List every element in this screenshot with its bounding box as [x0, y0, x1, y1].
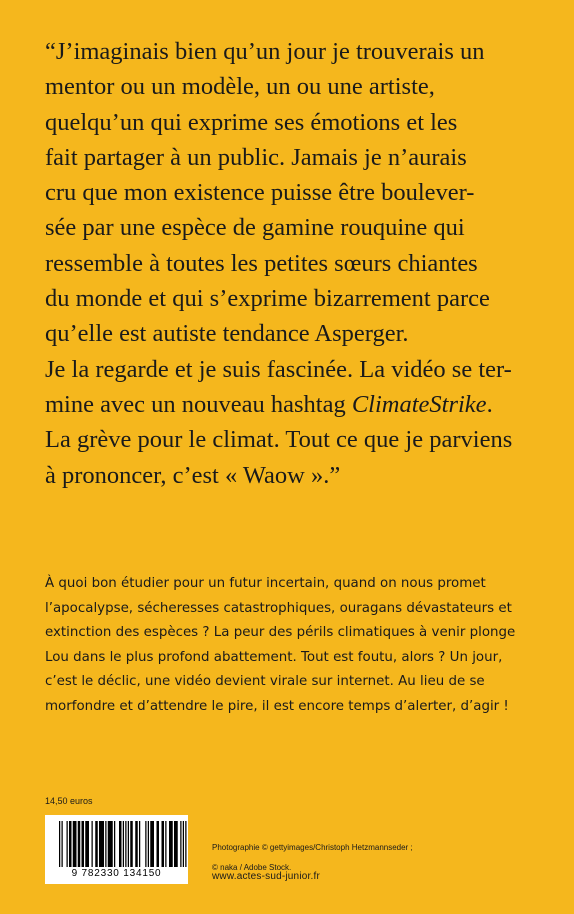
quote-line: du monde et qui s’exprime bizarrement parce — [45, 285, 490, 313]
quote-line: ressemble à toutes les petites sœurs chiantes — [45, 249, 478, 277]
barcode-bar — [119, 821, 122, 867]
barcode-bar — [180, 821, 181, 867]
quote-line: “J’imaginais bien qu’un jour je trouverais un — [45, 38, 485, 65]
barcode-bar — [139, 821, 140, 867]
barcode-bar — [108, 821, 113, 867]
blurb-line: extinction des espèces ? La peur des périls climatiques à venir plonge — [45, 625, 516, 641]
barcode-bar — [183, 821, 184, 867]
barcode-bar — [157, 821, 160, 867]
credits-line-1: Photographie © gettyimages/Christoph Hetzmannseder ; — [212, 843, 413, 852]
blurb-line: morfondre et d’attendre le pire, il est encore temps d’alerter, d’agir ! — [45, 698, 509, 714]
barcode-bar — [85, 821, 89, 867]
isbn-barcode — [45, 815, 188, 884]
quote-line: fait partager à un public. Jamais je n’aurais — [45, 143, 467, 171]
quote-line: cru que mon existence puisse être boulever- — [45, 179, 475, 207]
barcode-bar — [148, 821, 149, 867]
price-label: 14,50 euros — [45, 796, 93, 806]
barcode-bars — [45, 815, 188, 871]
quote-line: Je la regarde et je suis fascinée. La vidéo se ter- — [45, 355, 512, 383]
barcode-bar — [169, 821, 173, 867]
hashtag-italic: ClimateStrike — [351, 390, 487, 418]
quote-line: mentor ou un modèle, un ou une artiste, — [45, 73, 435, 101]
barcode-bar — [62, 821, 63, 867]
blurb-line: À quoi bon étudier pour un futur incertain, quand on nous promet — [45, 576, 486, 591]
barcode-bar — [82, 821, 85, 867]
barcode-bar — [92, 821, 93, 867]
barcode-bar — [78, 821, 81, 867]
barcode-bar — [123, 821, 124, 867]
barcode-bar — [130, 821, 133, 867]
quote-line-hashtag — [45, 387, 545, 422]
back-cover-quote — [45, 34, 545, 493]
barcode-bar — [174, 821, 178, 867]
quote-line: qu’elle est autiste tendance Asperger. — [45, 320, 409, 348]
quote-line: à prononcer, c’est « Waow ».” — [45, 461, 341, 489]
publisher-website: www.actes-sud-junior.fr — [212, 871, 320, 882]
barcode-bar — [150, 821, 154, 867]
synopsis-blurb — [45, 572, 545, 720]
blurb-line: Lou dans le plus profond abattement. Tout est foutu, alors ? Un jour, — [45, 649, 503, 665]
credits-line-2: © naka / Adobe Stock. — [212, 863, 292, 872]
barcode-bar — [69, 821, 72, 867]
barcode-bar — [105, 821, 106, 867]
barcode-bar — [185, 821, 186, 867]
blurb-line: l’apocalypse, sécheresses catastrophiques, ouragans dévastateurs et — [45, 600, 512, 616]
barcode-bar — [135, 821, 138, 867]
quote-text: . — [486, 390, 493, 418]
quote-line: quelqu’un qui exprime ses émotions et les — [45, 108, 458, 136]
barcode-bar — [165, 821, 166, 867]
barcode-bar — [125, 821, 126, 867]
barcode-bar — [145, 821, 146, 867]
barcode-bar — [59, 821, 60, 867]
barcode-bar — [162, 821, 165, 867]
barcode-bar — [95, 821, 98, 867]
quote-line: La grève pour le climat. Tout ce que je parviens — [45, 426, 513, 454]
barcode-digits: 9 782330 134150 — [71, 868, 162, 879]
barcode-bar — [99, 821, 104, 867]
quote-text: mine avec un nouveau hashtag — [45, 390, 352, 418]
quote-line: sée par une espèce de gamine rouquine qui — [45, 214, 465, 242]
barcode-bar — [73, 821, 77, 867]
blurb-line: c’est le déclic, une vidéo devient virale sur internet. Au lieu de se — [45, 674, 485, 690]
barcode-bar — [67, 821, 68, 867]
barcode-bar — [128, 821, 129, 867]
barcode-bar — [114, 821, 115, 867]
